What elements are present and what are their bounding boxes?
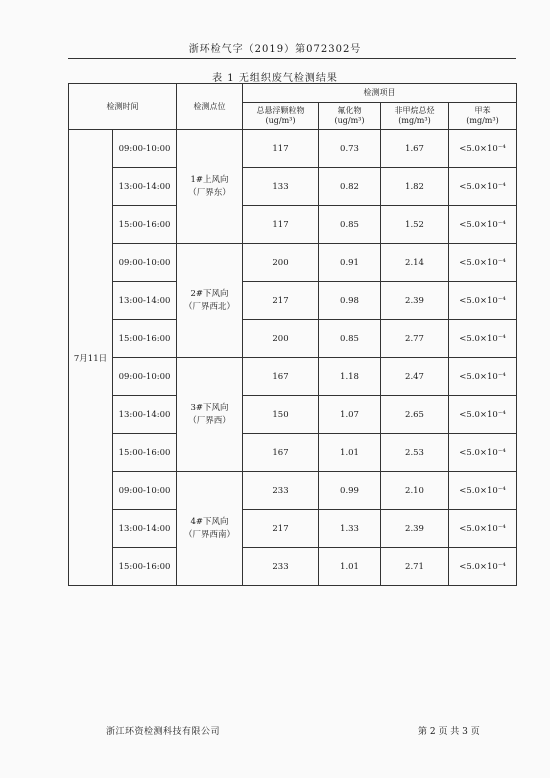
- value-cell: <5.0×10⁻⁴: [449, 510, 517, 548]
- value-cell: 2.65: [381, 396, 449, 434]
- value-cell: 233: [243, 472, 319, 510]
- value-cell: 2.39: [381, 510, 449, 548]
- value-cell: <5.0×10⁻⁴: [449, 168, 517, 206]
- value-cell: 0.82: [319, 168, 381, 206]
- date-cell: 7月11日: [69, 130, 113, 586]
- value-cell: 217: [243, 282, 319, 320]
- value-cell: 2.14: [381, 244, 449, 282]
- time-cell: 15:00-16:00: [113, 434, 177, 472]
- table-row: [69, 282, 517, 320]
- value-cell: <5.0×10⁻⁴: [449, 358, 517, 396]
- time-cell: 13:00-14:00: [113, 282, 177, 320]
- value-cell: 0.85: [319, 320, 381, 358]
- value-cell: 200: [243, 244, 319, 282]
- table-row: [69, 358, 517, 396]
- header-time: 检测时间: [69, 84, 177, 130]
- value-cell: 2.53: [381, 434, 449, 472]
- time-cell: 09:00-10:00: [113, 472, 177, 510]
- results-table: [68, 83, 517, 586]
- time-cell: 13:00-14:00: [113, 168, 177, 206]
- value-cell: <5.0×10⁻⁴: [449, 244, 517, 282]
- table-row: [69, 130, 517, 168]
- value-cell: 1.52: [381, 206, 449, 244]
- point-cell: 4#下风向 （厂界西南）: [177, 472, 243, 586]
- footer-company: 浙江环资检测科技有限公司: [106, 727, 221, 737]
- time-cell: 15:00-16:00: [113, 548, 177, 586]
- value-cell: <5.0×10⁻⁴: [449, 206, 517, 244]
- table-caption: 表 1 无组织废气检测结果: [212, 73, 338, 84]
- value-cell: <5.0×10⁻⁴: [449, 548, 517, 586]
- value-cell: 117: [243, 206, 319, 244]
- value-cell: 1.01: [319, 548, 381, 586]
- value-cell: 0.85: [319, 206, 381, 244]
- value-cell: 167: [243, 358, 319, 396]
- value-cell: 1.33: [319, 510, 381, 548]
- value-cell: 0.91: [319, 244, 381, 282]
- time-cell: 15:00-16:00: [113, 320, 177, 358]
- value-cell: <5.0×10⁻⁴: [449, 320, 517, 358]
- value-cell: 200: [243, 320, 319, 358]
- value-cell: 217: [243, 510, 319, 548]
- value-cell: <5.0×10⁻⁴: [449, 130, 517, 168]
- time-cell: 13:00-14:00: [113, 396, 177, 434]
- time-cell: 09:00-10:00: [113, 358, 177, 396]
- value-cell: 0.98: [319, 282, 381, 320]
- header-point: 检测点位: [177, 84, 243, 130]
- value-cell: <5.0×10⁻⁴: [449, 396, 517, 434]
- value-cell: 150: [243, 396, 319, 434]
- value-cell: 1.07: [319, 396, 381, 434]
- table-row: [69, 472, 517, 510]
- table-row: [69, 434, 517, 472]
- value-cell: 2.77: [381, 320, 449, 358]
- value-cell: <5.0×10⁻⁴: [449, 472, 517, 510]
- point-cell: 2#下风向 （厂界西北）: [177, 244, 243, 358]
- time-cell: 09:00-10:00: [113, 130, 177, 168]
- point-cell: 3#下风向 （厂界西）: [177, 358, 243, 472]
- value-cell: <5.0×10⁻⁴: [449, 282, 517, 320]
- header-items: 检测项目: [243, 84, 517, 103]
- header-rule: [68, 58, 516, 59]
- value-cell: 117: [243, 130, 319, 168]
- header-param: 氟化物 (ug/m³): [319, 103, 381, 130]
- table-row: [69, 548, 517, 586]
- table-row: [69, 396, 517, 434]
- value-cell: <5.0×10⁻⁴: [449, 434, 517, 472]
- header-param: 甲苯 (mg/m³): [449, 103, 517, 130]
- value-cell: 1.67: [381, 130, 449, 168]
- value-cell: 0.99: [319, 472, 381, 510]
- time-cell: 15:00-16:00: [113, 206, 177, 244]
- value-cell: 2.71: [381, 548, 449, 586]
- value-cell: 1.82: [381, 168, 449, 206]
- value-cell: 2.47: [381, 358, 449, 396]
- value-cell: 133: [243, 168, 319, 206]
- header-param: 总悬浮颗粒物 (ug/m³): [243, 103, 319, 130]
- header-param: 非甲烷总烃 (mg/m³): [381, 103, 449, 130]
- value-cell: 1.01: [319, 434, 381, 472]
- document-number: 浙环检气字（2019）第072302号: [188, 44, 362, 55]
- value-cell: 2.10: [381, 472, 449, 510]
- value-cell: 167: [243, 434, 319, 472]
- value-cell: 2.39: [381, 282, 449, 320]
- table-row: [69, 510, 517, 548]
- point-cell: 1#上风向 （厂界东）: [177, 130, 243, 244]
- value-cell: 1.18: [319, 358, 381, 396]
- table-row: [69, 244, 517, 282]
- footer-page: 第 2 页 共 3 页: [418, 727, 480, 737]
- table-row: [69, 320, 517, 358]
- table-row: [69, 168, 517, 206]
- value-cell: 233: [243, 548, 319, 586]
- table-row: [69, 206, 517, 244]
- value-cell: 0.73: [319, 130, 381, 168]
- time-cell: 09:00-10:00: [113, 244, 177, 282]
- time-cell: 13:00-14:00: [113, 510, 177, 548]
